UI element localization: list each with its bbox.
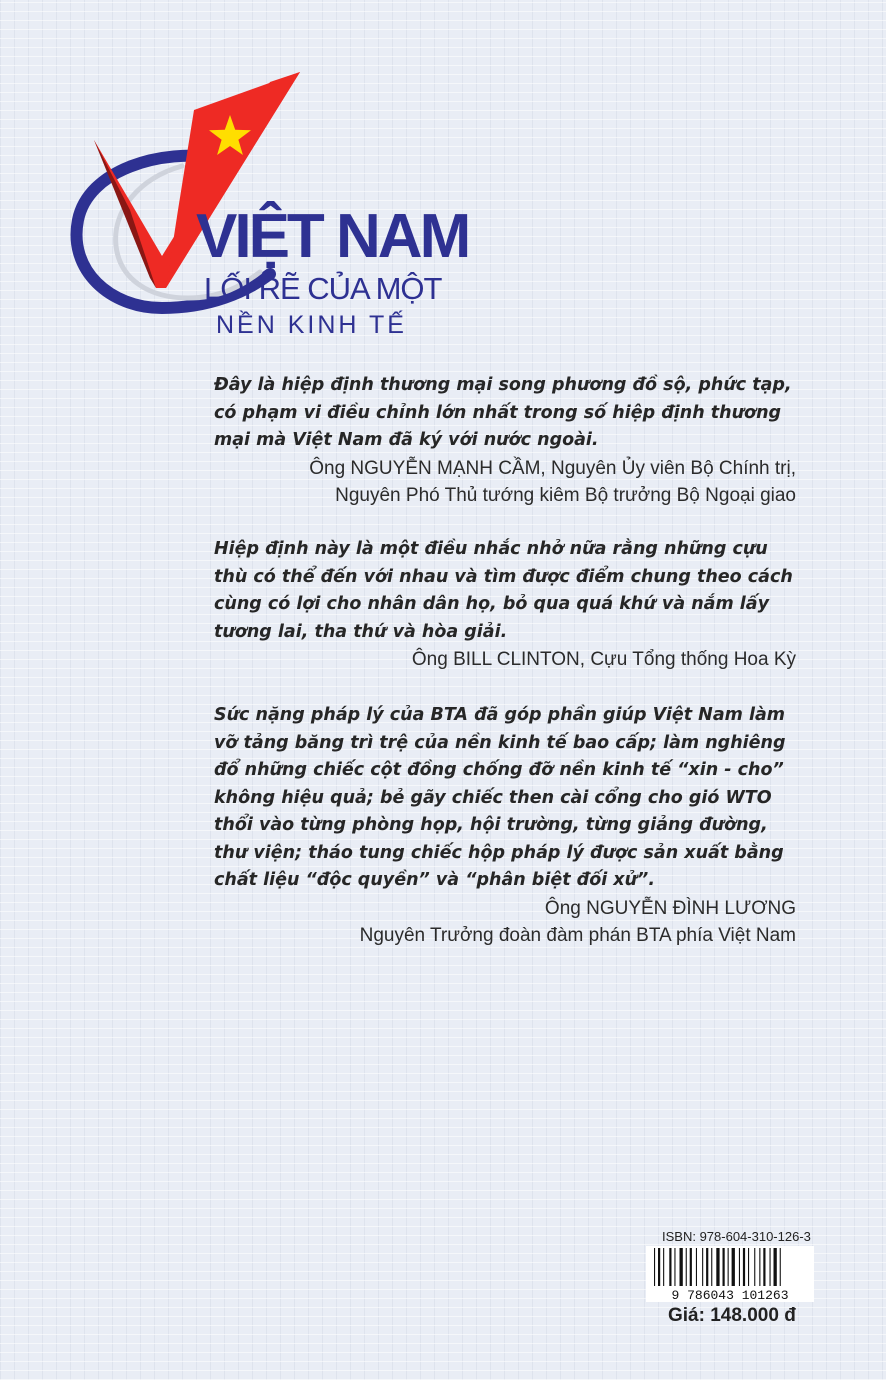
barcode-bar	[763, 1248, 765, 1286]
quote-block-1	[214, 372, 796, 509]
barcode-bar	[748, 1248, 749, 1286]
barcode-bar	[739, 1248, 740, 1286]
quote-text: Sức nặng pháp lý của BTA đã góp phần giúp Việt Nam làm vỡ tảng băng trì trệ của nền kinh tế bao cấp; làm nghiêng đổ những chiếc cột đồng chống đỡ nền kinh tế “xin - cho” không hiệu quả; bẻ gãy chiếc then cài cổng cho gió WTO thổi vào từng phòng họp, hội trường, từng giảng đường, thư viện; tháo tung chiếc hộp pháp lý được sản xuất bằng chất liệu “độc quyền” và “phân biệt đối xử”.	[214, 705, 786, 890]
quote-text: Hiệp định này là một điều nhắc nhở nữa rằng những cựu thù có thể đến với nhau và tìm được điểm chung theo cách cùng có lợi cho nhân dân họ, bỏ qua quá khứ và nắm lấy tương lai, tha thứ và hòa giải.	[214, 539, 793, 642]
barcode-bar	[690, 1248, 692, 1286]
quote-attribution: Nguyên Phó Thủ tướng kiêm Bộ trưởng Bộ Ngoại giao	[335, 484, 796, 506]
cover-subtitle-line-2: NỀN KINH TẾ	[216, 311, 407, 339]
barcode-bar	[706, 1248, 708, 1286]
barcode-bar	[686, 1248, 687, 1286]
quote-attribution: Ông NGUYỄN ĐÌNH LƯƠNG	[544, 897, 796, 919]
barcode-bar	[732, 1248, 735, 1286]
barcode-bar	[663, 1248, 664, 1286]
barcode-bar	[743, 1248, 745, 1286]
barcode-icon	[646, 1246, 814, 1302]
quote-block-3	[214, 702, 796, 949]
barcode-bar	[711, 1248, 712, 1286]
barcode-bar	[774, 1248, 777, 1286]
quote-text: Đây là hiệp định thương mại song phương đồ sộ, phức tạp, có phạm vi điều chỉnh lớn nhất trong số hiệp định thương mại mà Việt Nam đã ký với nước ngoài.	[214, 375, 792, 450]
quote-block-2	[214, 536, 796, 673]
barcode-bar	[759, 1248, 760, 1286]
barcode-bar	[658, 1248, 660, 1286]
cover-subtitle-line-1: LỐI RẼ CỦA MỘT	[204, 271, 442, 306]
price-label: Giá: 148.000 đ	[668, 1305, 796, 1326]
cover-title: VIỆT NAM	[196, 202, 469, 271]
barcode-bar	[780, 1248, 781, 1286]
quote-attribution: Nguyên Trưởng đoàn đàm phán BTA phía Việt Nam	[359, 924, 796, 946]
barcode-bar	[680, 1248, 683, 1286]
barcode-bar	[754, 1248, 755, 1286]
barcode	[646, 1246, 814, 1302]
barcode-bar	[716, 1248, 719, 1286]
quote-attribution: Ông BILL CLINTON, Cựu Tổng thống Hoa Kỳ	[411, 649, 796, 670]
barcode-bar	[723, 1248, 725, 1286]
barcode-bar	[674, 1248, 675, 1286]
barcode-bar	[770, 1248, 771, 1286]
isbn-label: ISBN: 978-604-310-126-3	[662, 1229, 811, 1244]
quote-attribution: Ông NGUYỄN MẠNH CẦM, Nguyên Ủy viên Bộ Chính trị,	[309, 457, 796, 479]
barcode-bar	[728, 1248, 729, 1286]
barcode-bar	[654, 1248, 655, 1286]
barcode-bar	[696, 1248, 697, 1286]
barcode-bar	[702, 1248, 703, 1286]
barcode-bar	[669, 1248, 671, 1286]
barcode-digits: 9 786043 101263	[671, 1288, 789, 1302]
